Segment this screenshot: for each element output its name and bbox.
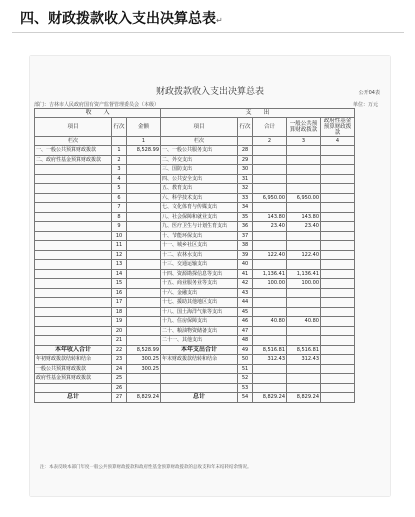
table-row [35,231,355,241]
expense-item-cell: 五、教育支出 [161,184,238,194]
expense-general-cell [287,383,321,393]
expense-total-cell: 143.80 [253,212,287,222]
income-lineno-cell: 11 [112,241,127,251]
income-item-cell [35,288,112,298]
table-column-header-row [35,118,355,137]
income-item-cell [35,326,112,336]
expense-lineno-cell: 51 [238,364,253,374]
expense-lineno-cell: 44 [238,298,253,308]
income-amount-cell [127,336,161,346]
table-row [35,269,355,279]
table-row [35,165,355,175]
expense-general-cell: 8,516.81 [287,345,321,355]
table-row [35,203,355,213]
expense-fund-cell [321,345,355,355]
section-heading-text: 四、财政拨款收入支出决算总表 [20,11,216,27]
table-row [35,279,355,289]
expense-total-cell [253,203,287,213]
income-amount-cell [127,203,161,213]
expense-general-cell [287,241,321,251]
col-expense-lineno: 行次 [238,118,253,137]
income-amount-cell [127,383,161,393]
expense-item-cell: 九、医疗卫生与计划生育支出 [161,222,238,232]
expense-general-cell [287,260,321,270]
expense-item-cell: 二、外交支出 [161,155,238,165]
table-seq-row [35,137,355,146]
expense-fund-cell [321,364,355,374]
income-lineno-cell: 22 [112,345,127,355]
scanned-document-sheet [30,56,390,496]
expense-fund-cell [321,260,355,270]
col-expense-fund: 政府性基金预算财政拨款 [321,118,355,137]
budget-table [34,108,355,403]
income-lineno-cell: 8 [112,212,127,222]
income-lineno-cell: 5 [112,184,127,194]
sheet-title: 财政拨款收入支出决算总表 [155,87,264,97]
expense-item-cell: 一、一般公共服务支出 [161,146,238,156]
expense-total-cell [253,260,287,270]
income-lineno-cell: 26 [112,383,127,393]
expense-lineno-cell: 53 [238,383,253,393]
table-row [35,336,355,346]
expense-total-cell [253,174,287,184]
expense-total-cell [253,288,287,298]
expense-fund-cell [321,383,355,393]
income-lineno-cell: 24 [112,364,127,374]
income-lineno-cell: 12 [112,250,127,260]
expense-fund-cell [321,155,355,165]
expense-total-cell [253,184,287,194]
expense-item-cell: 十四、资源勘探信息等支出 [161,269,238,279]
income-amount-cell: 300.25 [127,355,161,365]
seq-label-expense: 栏次 [161,137,238,146]
table-row [35,174,355,184]
expense-lineno-cell: 52 [238,374,253,384]
table-group-header-row [35,109,355,118]
income-lineno-cell: 2 [112,155,127,165]
income-item-cell: 二、政府性基金预算财政拨款 [35,155,112,165]
expense-fund-cell [321,298,355,308]
income-amount-cell [127,374,161,384]
unit-label: 单位：万元 [352,102,378,108]
col-income-lineno: 行次 [112,118,127,137]
income-item-cell [35,174,112,184]
expense-lineno-cell: 50 [238,355,253,365]
table-row [35,241,355,251]
income-item-cell: 一、一般公共预算财政拨款 [35,146,112,156]
footnote: 注：本表反映本部门年度一般公共预算财政拨款和政府性基金预算财政拨款的总收支和年末结转结余情况。 [40,465,252,470]
expense-fund-cell [321,269,355,279]
income-lineno-cell: 23 [112,355,127,365]
expense-lineno-cell: 48 [238,336,253,346]
income-item-cell: 一般公共预算财政拨款 [35,364,112,374]
income-amount-cell [127,307,161,317]
expense-fund-cell [321,212,355,222]
expense-general-cell: 23.40 [287,222,321,232]
seq-blank [112,137,127,146]
income-amount-cell: 8,829.24 [127,393,161,403]
income-amount-cell [127,174,161,184]
expense-fund-cell [321,250,355,260]
department-label: 部门：吉林市人民政府国有资产监督管理委员会（本级） [34,102,160,108]
table-row [35,260,355,270]
expense-item-cell: 二十一、其他支出 [161,336,238,346]
income-lineno-cell: 21 [112,336,127,346]
expense-item-cell: 三、国防支出 [161,165,238,175]
header-divider [12,32,404,33]
income-lineno-cell: 18 [112,307,127,317]
income-lineno-cell: 10 [112,231,127,241]
expense-item-cell [161,383,238,393]
table-row [35,155,355,165]
expense-lineno-cell: 30 [238,165,253,175]
table-body [35,109,355,403]
expense-general-cell: 1,136.41 [287,269,321,279]
expense-lineno-cell: 34 [238,203,253,213]
income-item-cell [35,260,112,270]
expense-fund-cell [321,146,355,156]
expense-fund-cell [321,165,355,175]
income-lineno-cell: 7 [112,203,127,213]
income-amount-cell [127,288,161,298]
seq-expense-total: 2 [253,137,287,146]
expense-general-cell: 143.80 [287,212,321,222]
income-item-cell [35,203,112,213]
expense-total-cell [253,307,287,317]
income-item-cell [35,241,112,251]
income-amount-cell [127,155,161,165]
expense-fund-cell [321,279,355,289]
expense-lineno-cell: 37 [238,231,253,241]
expense-header: 支 出 [161,109,355,118]
expense-general-cell [287,146,321,156]
income-amount-cell: 8,528.99 [127,345,161,355]
expense-lineno-cell: 41 [238,269,253,279]
income-lineno-cell: 25 [112,374,127,384]
income-amount-cell [127,279,161,289]
expense-general-cell: 40.80 [287,317,321,327]
expense-total-cell: 8,516.81 [253,345,287,355]
expense-general-cell: 6,950.00 [287,193,321,203]
income-item-cell [35,279,112,289]
income-lineno-cell: 20 [112,326,127,336]
expense-fund-cell [321,241,355,251]
expense-general-cell: 8,829.24 [287,393,321,403]
expense-general-cell [287,155,321,165]
income-lineno-cell: 3 [112,165,127,175]
seq-expense-fund: 4 [321,137,355,146]
expense-fund-cell [321,355,355,365]
seq-blank [238,137,253,146]
expense-item-cell: 十七、援助其他地区支出 [161,298,238,308]
income-amount-cell [127,326,161,336]
expense-general-cell [287,307,321,317]
table-row [35,146,355,156]
expense-fund-cell [321,317,355,327]
table-row [35,222,355,232]
expense-total-cell [253,241,287,251]
expense-lineno-cell: 46 [238,317,253,327]
col-expense-item: 项目 [161,118,238,137]
expense-item-cell: 十、节能环保支出 [161,231,238,241]
expense-total-cell: 100.00 [253,279,287,289]
expense-item-cell: 年末财政拨款结转和结余 [161,355,238,365]
expense-fund-cell [321,184,355,194]
expense-total-cell [253,231,287,241]
income-amount-cell [127,165,161,175]
expense-total-cell [253,146,287,156]
income-lineno-cell: 16 [112,288,127,298]
income-lineno-cell: 27 [112,393,127,403]
expense-general-cell [287,203,321,213]
expense-total-cell [253,298,287,308]
income-amount-cell [127,212,161,222]
seq-income-amount: 1 [127,137,161,146]
income-item-cell [35,184,112,194]
expense-total-cell [253,155,287,165]
table-row [35,317,355,327]
expense-item-cell: 四、公共安全支出 [161,174,238,184]
table-row [35,250,355,260]
expense-total-cell: 40.80 [253,317,287,327]
expense-general-cell [287,374,321,384]
col-income-item: 项目 [35,118,112,137]
table-row [35,212,355,222]
income-item-cell [35,298,112,308]
income-amount-cell [127,184,161,194]
expense-fund-cell [321,174,355,184]
income-item-cell [35,193,112,203]
expense-lineno-cell: 38 [238,241,253,251]
income-item-cell [35,212,112,222]
form-number: 公开04表 [358,90,380,96]
expense-item-cell: 十六、金融支出 [161,288,238,298]
expense-general-cell: 100.00 [287,279,321,289]
expense-total-cell [253,326,287,336]
expense-general-cell [287,184,321,194]
expense-fund-cell [321,288,355,298]
income-item-cell: 本年收入合计 [35,345,112,355]
expense-general-cell [287,231,321,241]
table-row [35,298,355,308]
expense-lineno-cell: 31 [238,174,253,184]
income-lineno-cell: 19 [112,317,127,327]
income-item-cell [35,307,112,317]
income-header: 收 入 [35,109,161,118]
expense-fund-cell [321,336,355,346]
expense-fund-cell [321,393,355,403]
expense-general-cell [287,336,321,346]
expense-lineno-cell: 35 [238,212,253,222]
expense-lineno-cell: 54 [238,393,253,403]
expense-item-cell: 本年支出合计 [161,345,238,355]
expense-total-cell [253,383,287,393]
expense-lineno-cell: 33 [238,193,253,203]
table-row [35,374,355,384]
income-item-cell [35,222,112,232]
table-row [35,193,355,203]
expense-lineno-cell: 36 [238,222,253,232]
expense-general-cell [287,165,321,175]
income-amount-cell [127,317,161,327]
table-row [35,307,355,317]
expense-fund-cell [321,374,355,384]
income-item-cell [35,165,112,175]
expense-general-cell [287,174,321,184]
income-amount-cell: 8,528.99 [127,146,161,156]
expense-item-cell: 十九、住房保障支出 [161,317,238,327]
expense-general-cell [287,298,321,308]
expense-lineno-cell: 32 [238,184,253,194]
expense-lineno-cell: 43 [238,288,253,298]
section-heading [20,8,223,28]
table-row [35,393,355,403]
expense-fund-cell [321,326,355,336]
income-lineno-cell: 15 [112,279,127,289]
expense-total-cell: 23.40 [253,222,287,232]
paragraph-mark-icon: ↵ [216,16,223,25]
income-lineno-cell: 6 [112,193,127,203]
expense-item-cell: 总计 [161,393,238,403]
table-row [35,383,355,393]
income-amount-cell [127,269,161,279]
expense-fund-cell [321,222,355,232]
income-amount-cell [127,193,161,203]
expense-general-cell [287,288,321,298]
expense-item-cell: 十八、国土海洋气象等支出 [161,307,238,317]
income-lineno-cell: 17 [112,298,127,308]
expense-total-cell: 6,950.00 [253,193,287,203]
expense-item-cell: 六、科学技术支出 [161,193,238,203]
expense-general-cell: 312.43 [287,355,321,365]
table-row [35,326,355,336]
expense-lineno-cell: 49 [238,345,253,355]
income-item-cell [35,231,112,241]
income-amount-cell [127,260,161,270]
table-row [35,288,355,298]
income-item-cell: 年初财政拨款结转和结余 [35,355,112,365]
expense-item-cell: 十五、商业服务业等支出 [161,279,238,289]
expense-fund-cell [321,203,355,213]
expense-total-cell: 122.40 [253,250,287,260]
expense-lineno-cell: 29 [238,155,253,165]
expense-total-cell [253,336,287,346]
expense-lineno-cell: 40 [238,260,253,270]
expense-general-cell [287,364,321,374]
income-lineno-cell: 1 [112,146,127,156]
col-expense-general: 一般公共预算财政拨款 [287,118,321,137]
col-income-amount: 金额 [127,118,161,137]
income-item-cell: 总计 [35,393,112,403]
income-item-cell [35,269,112,279]
table-row [35,364,355,374]
expense-item-cell: 十二、农林水支出 [161,250,238,260]
expense-total-cell [253,165,287,175]
expense-item-cell: 十三、交通运输支出 [161,260,238,270]
expense-total-cell: 8,829.24 [253,393,287,403]
expense-total-cell: 1,136.41 [253,269,287,279]
expense-lineno-cell: 47 [238,326,253,336]
income-item-cell [35,317,112,327]
income-lineno-cell: 4 [112,174,127,184]
expense-item-cell: 十一、城乡社区支出 [161,241,238,251]
expense-total-cell: 312.43 [253,355,287,365]
income-lineno-cell: 9 [112,222,127,232]
income-item-cell [35,336,112,346]
income-amount-cell [127,222,161,232]
expense-item-cell: 八、社会保障和就业支出 [161,212,238,222]
income-amount-cell [127,231,161,241]
income-amount-cell: 300.25 [127,364,161,374]
expense-fund-cell [321,193,355,203]
income-lineno-cell: 14 [112,269,127,279]
expense-lineno-cell: 45 [238,307,253,317]
seq-expense-general: 3 [287,137,321,146]
seq-label-income: 栏次 [35,137,112,146]
expense-item-cell: 七、文化体育与传媒支出 [161,203,238,213]
expense-lineno-cell: 42 [238,279,253,289]
income-amount-cell [127,250,161,260]
expense-fund-cell [321,231,355,241]
income-amount-cell [127,298,161,308]
col-expense-total: 合计 [253,118,287,137]
expense-item-cell [161,374,238,384]
table-row [35,355,355,365]
income-amount-cell [127,241,161,251]
expense-fund-cell [321,307,355,317]
expense-general-cell [287,326,321,336]
income-item-cell: 政府性基金预算财政拨款 [35,374,112,384]
table-row [35,184,355,194]
income-lineno-cell: 13 [112,260,127,270]
income-item-cell [35,250,112,260]
expense-lineno-cell: 39 [238,250,253,260]
expense-total-cell [253,364,287,374]
table-row [35,345,355,355]
expense-total-cell [253,374,287,384]
expense-lineno-cell: 28 [238,146,253,156]
expense-item-cell [161,364,238,374]
income-item-cell [35,383,112,393]
expense-general-cell: 122.40 [287,250,321,260]
expense-item-cell: 二十、粮油物资储备支出 [161,326,238,336]
